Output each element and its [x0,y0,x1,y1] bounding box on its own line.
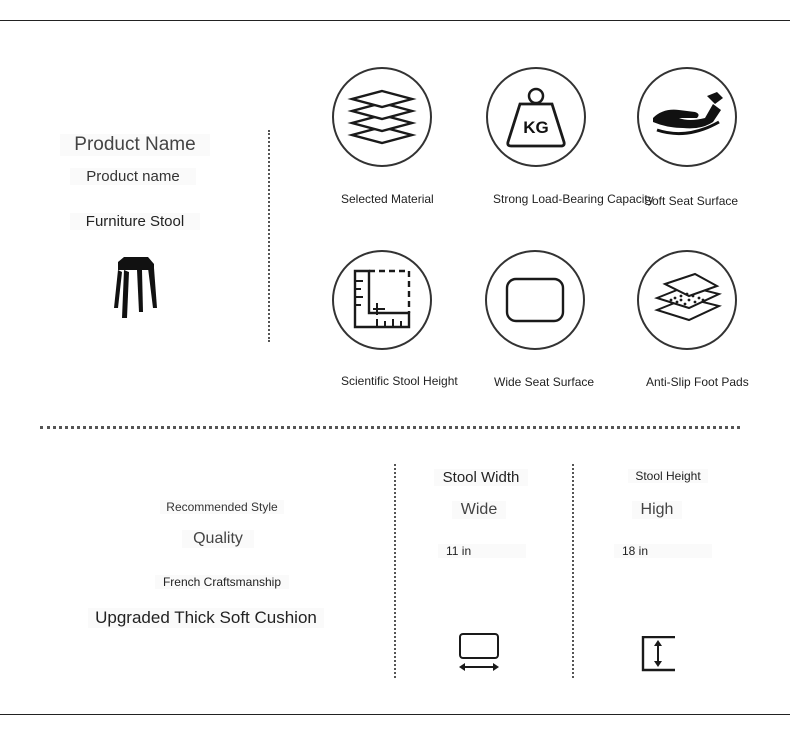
width-height-divider [572,464,574,678]
stool-height-value: High [632,501,682,519]
feature-label-anti-slip: Anti-Slip Foot Pads [646,375,749,389]
hand-press-icon [637,67,737,167]
weight-kg-icon [486,67,586,167]
stool-width-measure: 11 in [438,544,526,558]
width-arrow-icon [456,632,502,674]
height-arrow-icon [641,636,677,672]
feature-label-selected-material: Selected Material [341,192,434,206]
craftsmanship-text: French Craftsmanship [155,575,289,589]
product-type: Furniture Stool [70,213,200,230]
top-border-line [0,20,790,21]
kg-text: KG [523,118,549,137]
feature-label-wide-seat: Wide Seat Surface [494,375,595,389]
layers-icon [332,67,432,167]
bottom-border-line [0,714,790,715]
wide-seat-icon [485,250,585,350]
feature-label-load-bearing: Strong Load-Bearing Capacity [493,192,654,206]
stool-width-title: Stool Width [434,469,528,486]
stool-icon [106,256,160,322]
quality-text: Quality [182,530,254,548]
left-vertical-divider [268,130,270,342]
stool-height-title: Stool Height [628,469,708,483]
section-dotted-separator [40,426,740,429]
product-name-subheading: Product name [70,168,196,185]
product-name-heading: Product Name [60,134,210,156]
ruler-height-icon [332,250,432,350]
cushion-text: Upgraded Thick Soft Cushion [88,608,324,628]
style-width-divider [394,464,396,678]
feature-label-soft-seat: Soft Seat Surface [644,194,739,208]
feature-label-stool-height: Scientific Stool Height [341,374,458,388]
anti-slip-pad-icon [637,250,737,350]
stool-width-value: Wide [452,501,506,519]
stool-height-measure: 18 in [614,544,712,558]
recommended-style-label: Recommended Style [160,500,284,514]
